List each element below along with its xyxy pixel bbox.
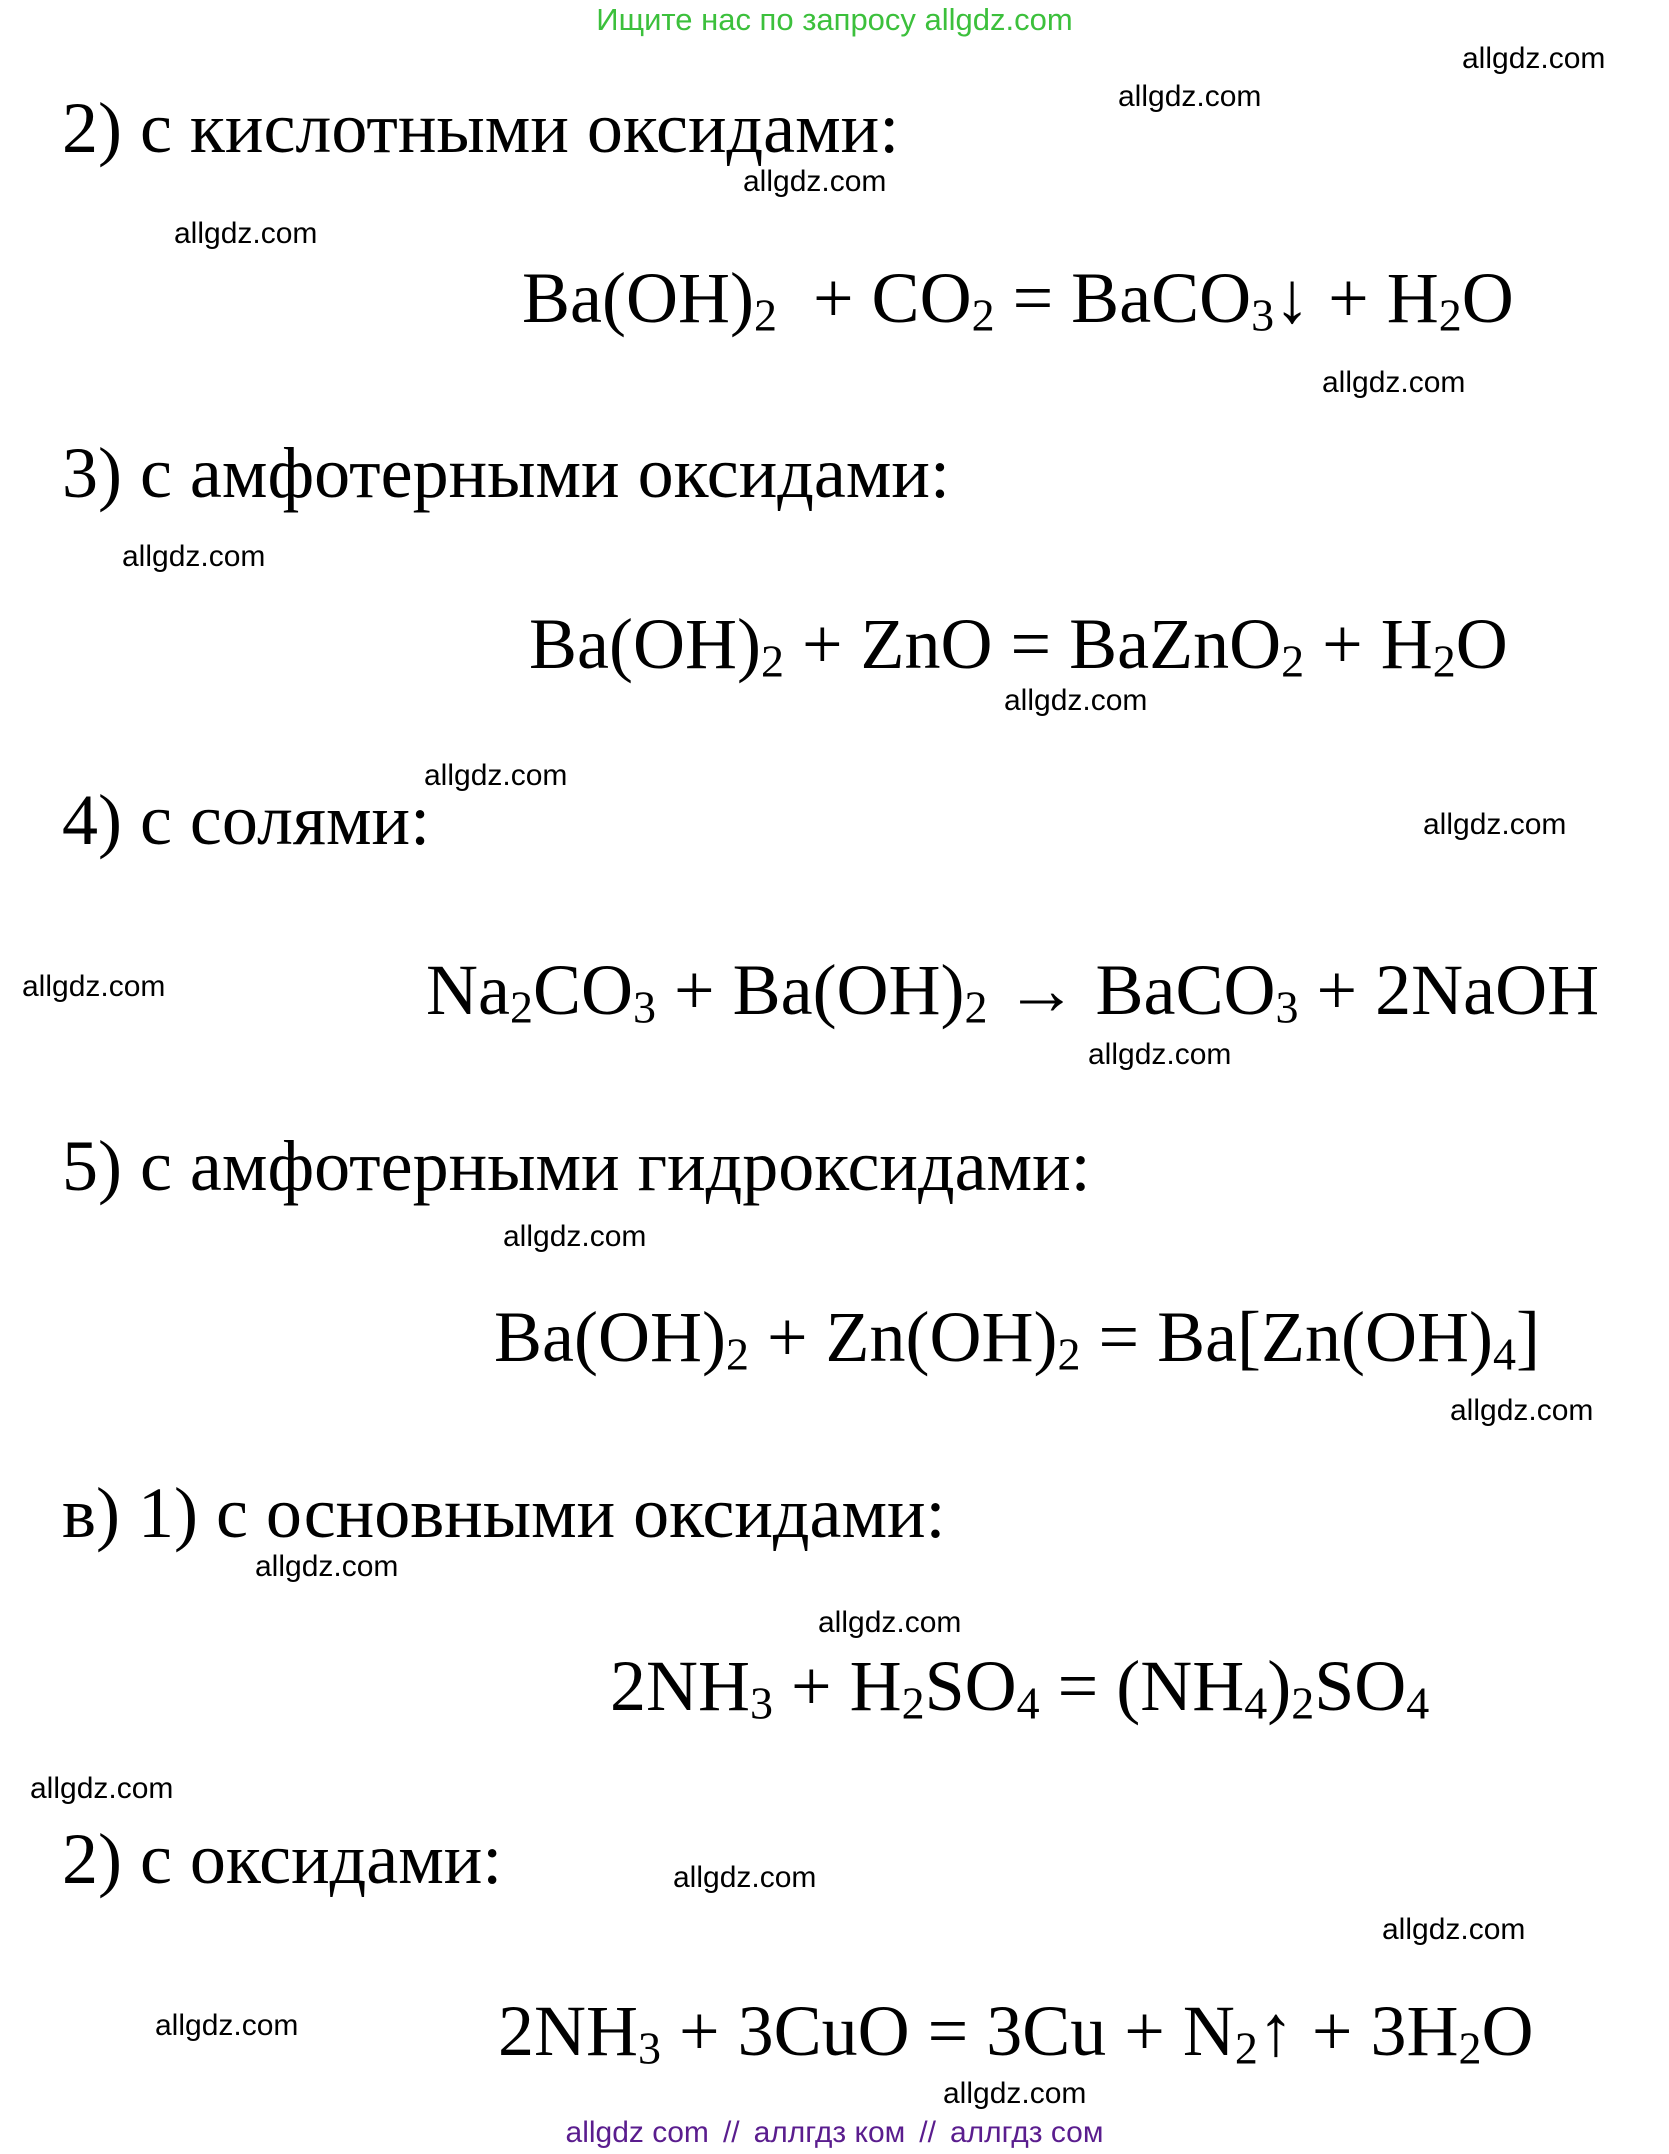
watermark: allgdz.com: [1088, 1038, 1232, 1071]
watermark: allgdz.com: [1382, 1913, 1526, 1946]
section-heading-basic-oxides: в) 1) с основными оксидами:: [62, 1473, 946, 1553]
watermark: allgdz.com: [503, 1220, 647, 1253]
section-heading-salts: 4) с солями:: [62, 780, 431, 860]
watermark: allgdz.com: [743, 165, 887, 198]
watermark: allgdz.com: [122, 540, 266, 573]
section-heading-oxides: 2) с оксидами:: [62, 1819, 503, 1899]
equation-3: $Na_2CO_3 + Ba(OH)_2$ → BaCO$_3$ + 2NaOH: [426, 950, 1600, 1033]
watermark: allgdz.com: [1118, 80, 1262, 113]
watermark: allgdz.com: [1423, 808, 1567, 841]
equation-6: $2NH_3 + 3CuO = 3Cu$ + $N_2↑ + 3H_2O$: [498, 1991, 1534, 2074]
footer-separator: //: [919, 2116, 936, 2149]
footer-link-latin[interactable]: allgdz com: [565, 2116, 709, 2149]
section-heading-amphoteric-hydroxides: 5) с амфотерными гидроксидами:: [62, 1126, 1091, 1206]
watermark: allgdz.com: [1450, 1394, 1594, 1427]
top-banner: Ищите нас по запросу allgdz.com: [596, 2, 1073, 37]
equation-4: $Ba(OH)_2 + Zn(OH)_2 = Ba[Zn(OH)_4]$: [494, 1297, 1540, 1380]
footer: [0, 2118, 1669, 2148]
watermark: allgdz.com: [155, 2009, 299, 2042]
watermark: allgdz.com: [1462, 42, 1606, 75]
watermark: allgdz.com: [818, 1606, 962, 1639]
footer-link-mixed[interactable]: аллгдз сом: [949, 2116, 1104, 2149]
equation-1: $Ba(OH)_2 + CO_2$ = BaCO$_3$↓ + $H_2O$: [522, 258, 1514, 341]
watermark: allgdz.com: [424, 759, 568, 792]
watermark: allgdz.com: [255, 1550, 399, 1583]
watermark: allgdz.com: [1004, 684, 1148, 717]
watermark: allgdz.com: [1322, 366, 1466, 399]
watermark: allgdz.com: [22, 970, 166, 1003]
equation-2: $Ba(OH)_2$ + ZnO = BaZnO$_2$ + $H_2O$: [529, 604, 1508, 687]
section-heading-acid-oxides: 2) с кислотными оксидами:: [62, 88, 900, 168]
equation-5: $2NH_3 + H_2SO_4 = (NH_4)_2SO_4$: [610, 1646, 1430, 1729]
section-heading-amphoteric-oxides: 3) с амфотерными оксидами:: [62, 433, 950, 513]
footer-link-cyrillic[interactable]: аллгдз ком: [753, 2116, 906, 2149]
watermark: allgdz.com: [673, 1861, 817, 1894]
watermark: allgdz.com: [943, 2077, 1087, 2110]
watermark: allgdz.com: [174, 217, 318, 250]
footer-separator: //: [722, 2116, 740, 2149]
watermark: allgdz.com: [30, 1772, 174, 1805]
